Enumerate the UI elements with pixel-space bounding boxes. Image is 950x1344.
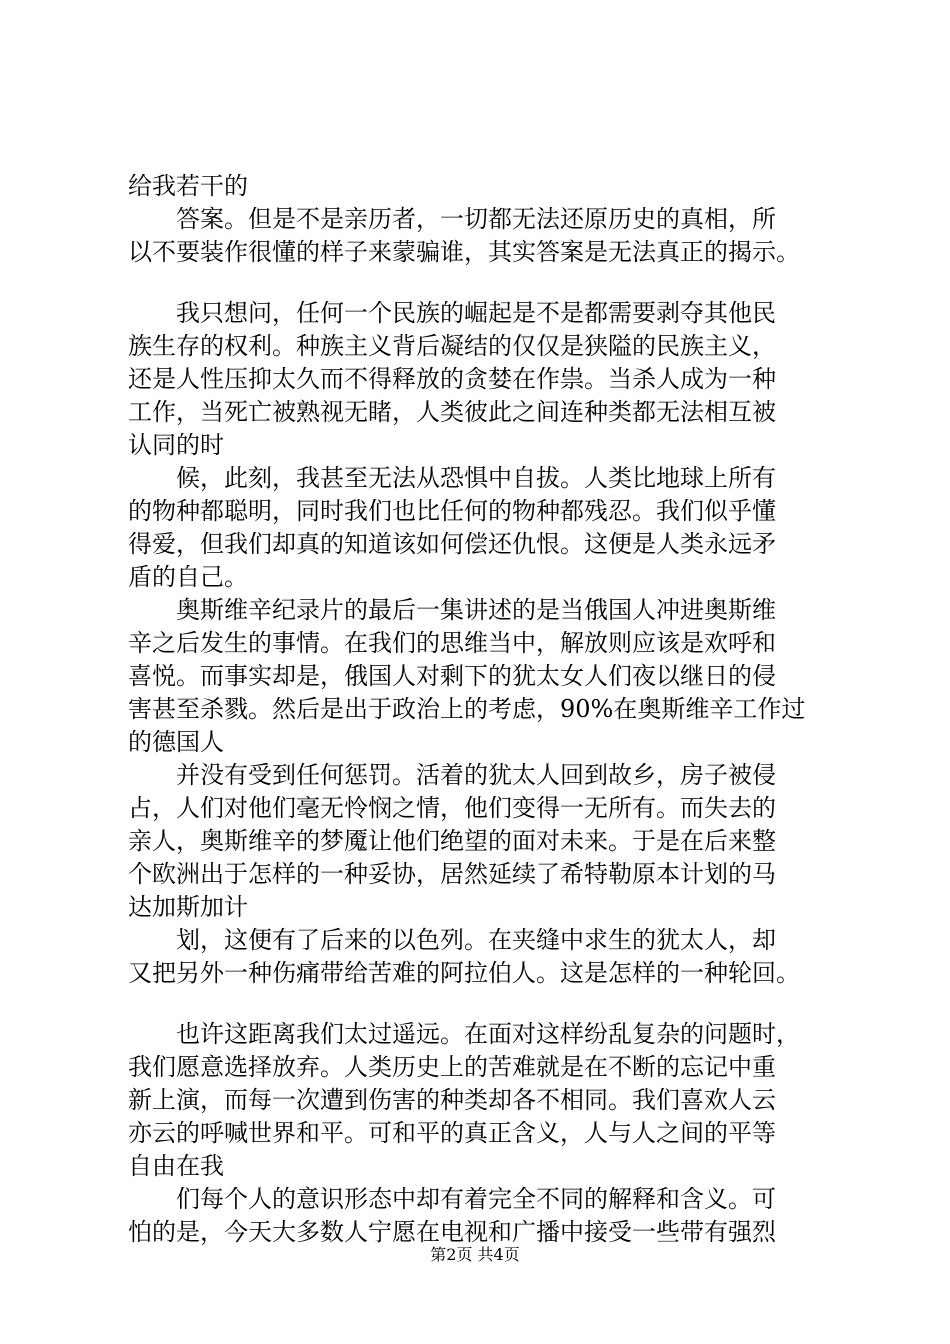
text-line: 以不要装作很懂的样子来蒙骗谁，其实答案是无法真正的揭示。 bbox=[128, 238, 800, 266]
text-line: 亦云的呼喊世界和平。可和平的真正含义，人与人之间的平等 bbox=[128, 1119, 776, 1147]
page-number-footer: 第2页 共4页 bbox=[430, 1245, 520, 1264]
text-line: 得爱，但我们却真的知道该如何偿还仇恨。这便是人类永远矛 bbox=[128, 530, 776, 558]
text-line: 候，此刻，我甚至无法从恐惧中自拔。人类比地球上所有 bbox=[176, 464, 776, 492]
text-line: 奥斯维辛纪录片的最后一集讲述的是当俄国人冲进奥斯维 bbox=[176, 596, 776, 624]
text-line: 亲人，奥斯维辛的梦魇让他们绝望的面对未来。于是在后来整 bbox=[128, 827, 776, 855]
text-line: 族生存的权利。种族主义背后凝结的仅仅是狭隘的民族主义， bbox=[128, 332, 776, 360]
text-line: 认同的时 bbox=[128, 431, 224, 459]
text-line: 也许这距离我们太过遥远。在面对这样纷乱复杂的问题时， bbox=[176, 1020, 800, 1048]
paragraph bbox=[128, 462, 848, 594]
paragraph bbox=[128, 170, 848, 203]
text-line: 个欧洲出于怎样的一种妥协，居然延续了希特勒原本计划的马 bbox=[128, 860, 776, 888]
paragraph bbox=[128, 1018, 848, 1183]
paragraph bbox=[128, 1183, 848, 1249]
text-line: 害甚至杀戮。然后是出于政治上的考虑，90%在奥斯维辛工作过 bbox=[128, 695, 806, 723]
text-line: 喜悦。而事实却是，俄国人对剩下的犹太女人们夜以继日的侵 bbox=[128, 662, 776, 690]
text-line: 又把另外一种伤痛带给苦难的阿拉伯人。这是怎样的一种轮回。 bbox=[128, 959, 800, 987]
text-line: 划，这便有了后来的以色列。在夹缝中求生的犹太人，却 bbox=[176, 926, 776, 954]
text-line: 还是人性压抑太久而不得释放的贪婪在作祟。当杀人成为一种 bbox=[128, 365, 776, 393]
paragraph bbox=[128, 759, 848, 924]
text-line: 给我若干的 bbox=[128, 172, 248, 200]
paragraph bbox=[128, 594, 848, 759]
text-line: 们每个人的意识形态中却有着完全不同的解释和含义。可 bbox=[176, 1185, 776, 1213]
paragraph bbox=[128, 924, 848, 990]
text-line: 我只想问，任何一个民族的崛起是不是都需要剥夺其他民 bbox=[176, 299, 776, 327]
text-line: 的德国人 bbox=[128, 728, 224, 756]
text-line: 新上演，而每一次遭到伤害的种类却各不相同。我们喜欢人云 bbox=[128, 1086, 776, 1114]
text-line: 答案。但是不是亲历者，一切都无法还原历史的真相，所 bbox=[176, 205, 776, 233]
text-line: 占，人们对他们毫无怜悯之情，他们变得一无所有。而失去的 bbox=[128, 794, 776, 822]
text-line: 辛之后发生的事情。在我们的思维当中，解放则应该是欢呼和 bbox=[128, 629, 776, 657]
text-line: 盾的自己。 bbox=[128, 563, 248, 591]
text-line: 并没有受到任何惩罚。活着的犹太人回到故乡，房子被侵 bbox=[176, 761, 776, 789]
text-line: 达加斯加计 bbox=[128, 893, 248, 921]
paragraph bbox=[128, 297, 848, 462]
paragraph bbox=[128, 203, 848, 269]
text-line: 的物种都聪明，同时我们也比任何的物种都残忍。我们似乎懂 bbox=[128, 497, 776, 525]
text-line: 工作，当死亡被熟视无睹，人类彼此之间连种类都无法相互被 bbox=[128, 398, 776, 426]
text-line: 怕的是，今天大多数人宁愿在电视和广播中接受一些带有强烈 bbox=[128, 1218, 776, 1246]
text-line: 我们愿意选择放弃。人类历史上的苦难就是在不断的忘记中重 bbox=[128, 1053, 776, 1081]
text-line: 自由在我 bbox=[128, 1152, 224, 1180]
